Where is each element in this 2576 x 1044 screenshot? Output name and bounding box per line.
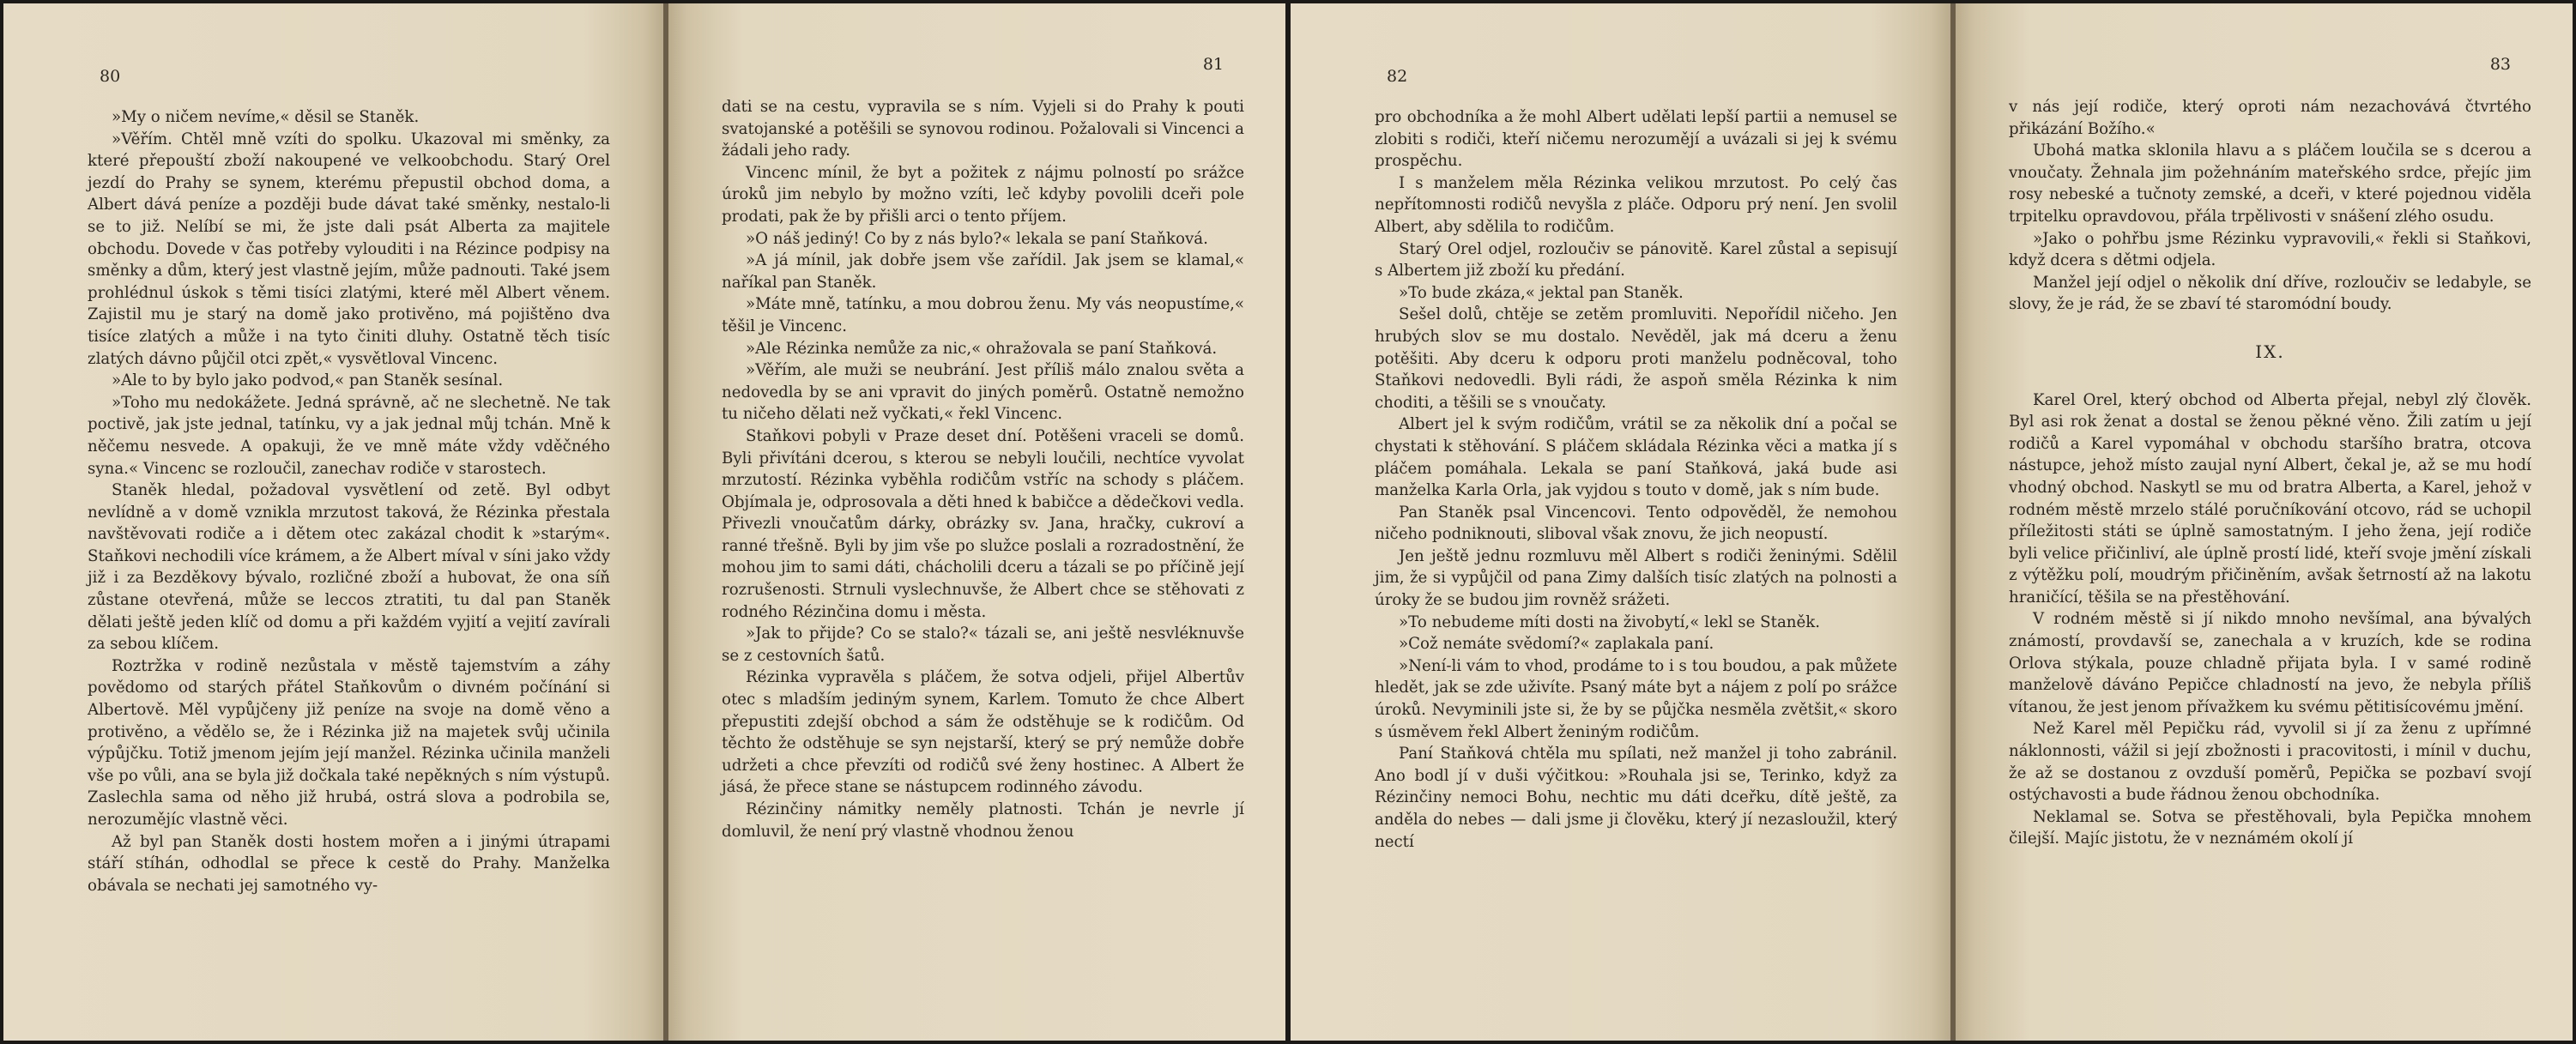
paragraph: »Ale Rézinka nemůže za nic,« ohražovala se paní Staňková.: [746, 339, 1218, 358]
paragraph: Ubohá matka sklonila hlavu a s pláčem loučila se s dcerou a vnoučaty. Žehnala jim požehnáním mateřského srdce, přejíc jim rosy nebeské a tučnoty zemské, a dceři, v které pojednou viděla trpitelku opravdovou, přála trpělivosti v snášení zlého osudu.: [2009, 142, 2531, 226]
paragraph: Než Karel měl Pepičku rád, vyvolil si jí za ženu z upřímné náklonnosti, vážil si její zbožnosti i pracovitosti, i mínil v duchu, že až se dostanou z ovzduší poměrů, Pepička se pozbaví svojí ostýchavosti a bude řádnou ženou obchodníka.: [2009, 720, 2531, 805]
paragraph: dati se na cestu, vypravila se s ním. Vyjeli si do Prahy k pouti svatojanské a potěšili se synovou rodinou. Požalovali si Vincenci a žádali jeho rady.: [722, 98, 1244, 160]
paragraph: I s manželem měla Rézinka velikou mrzutost. Po celý čas nepřítomnosti rodičů nevyšla z pláče. Odporu prý není. Jen svolil Albert, aby sdělila to rodičům.: [1375, 173, 1897, 236]
paragraph: Rézinčiny námitky neměly platnosti. Tchán je nevrle jí domluvil, že není prý vlastně vhodnou ženou: [722, 800, 1244, 841]
paragraph: »Věřím. Chtěl mně vzíti do spolku. Ukazoval mi směnky, za které přepouští zboží nakoupené ve velkoobchodu. Starý Orel jezdí do Prahy se synem, kterému přepustil obchod doma, a Albert dává peníze a později bude dávat také směnky, nestalo-li se to již. Nelíbí se mi, že jste dali psát Alberta za majitele obchodu. Dovede v čas potřeby vylouditi i na Rézince podpisy na směnky a dům, který jest vlastně jejím, může padnouti. Také jsem prohlédnul úskok s těmi tisíci zlatými, které měl Albert věnem. Zajistil mu je starý na domě jako protivěno, má pojištěno dva tisíce zlatých a může i na tyto činiti dluhy. Ostatně těch tisíc zlatých dávno půjčil otci zpět,« vysvětloval Vincenc.: [88, 130, 610, 368]
paragraph: Roztržka v rodině nezůstala v městě tajemstvím a záhy povědomo od starých přátel Staňkovům o divném počínání si Albertově. Měl vypůjčeny již peníze na svoje na domě věno a protivěno, a vědělo se, že i Rézinka již na majetek svůj učinila výpůjčku. Totiž jmenom jejím její manžel. Rézinka učinila manželi vše po vůli, ana se byla již dočkala také nepěkných s ním výstupů. Zaslechla sama od něho již hrubá, ostrá slova a podrobila se, nerozumějíc vlastně věci.: [88, 656, 610, 829]
chapter-heading: IX.: [2255, 341, 2285, 362]
paragraph: Jen ještě jednu rozmluvu měl Albert s rodiči ženinými. Sdělil jim, že si vypůjčil od pana Zimy dalších tisíc zlatých na polnosti a úroky že se budou jim rovněž srážeti.: [1375, 546, 1897, 610]
right-spread: [1291, 3, 2573, 1041]
paragraph: »Jako o pohřbu jsme Rézinku vypravovili,« řekli si Staňkovi, když dcera s dětmi odjela.: [2009, 229, 2531, 270]
paragraph: »To nebudeme míti dosti na živobytí,« lekl se Staněk.: [1399, 613, 1821, 631]
page-80-text: [88, 106, 610, 896]
paragraph: »O náš jediný! Co by z nás bylo?« lekala se paní Staňková.: [746, 229, 1208, 248]
page-83-text: [2009, 96, 2531, 850]
paragraph: »Toho mu nedokážete. Jedná správně, ač ne slechetně. Ne tak poctivě, jak jste jednal, tatínku, vy a jak jednal můj tchán. Mně k něčemu nesvede. A opakuji, že ve mně máte vždy vděčného syna.« Vincenc se rozloučil, zanechav rodiče v starostech.: [88, 393, 610, 478]
paragraph: v nás její rodiče, který oproti nám nezachovává čtvrtého přikázání Božího.«: [2009, 98, 2531, 138]
paragraph: Manžel její odjel o několik dní dříve, rozloučiv se ledabyle, se slovy, že je rád, že se zbaví té staromódní boudy.: [2009, 273, 2531, 314]
paragraph: Až byl pan Staněk dosti hostem mořen a i jinými útrapami stáří stíhán, odhodlal se přece k cestě do Prahy. Manželka obávala se nechati jej samotného vy-: [88, 832, 610, 895]
paragraph: Starý Orel odjel, rozloučiv se pánovitě. Karel zůstal a sepisují s Albertem již zboží ku předání.: [1375, 239, 1897, 281]
paragraph: »Máte mně, tatínku, a mou dobrou ženu. My vás neopustíme,« těšil je Vincenc.: [722, 295, 1244, 335]
page-number-81: 81: [1202, 55, 1224, 74]
paragraph: »My o ničem nevíme,« děsil se Staněk.: [112, 108, 420, 126]
paragraph: »Není-li vám to vhod, prodáme to i s tou boudou, a pak můžete hledět, jak se zde uživíte. Psaný máte byt a nájem z polí po srážce úroků. Nevyminili jste si, že by se půjčka nesměla zvětšit,« skoro s úsměvem řekl Albert ženiným rodičům.: [1375, 656, 1897, 741]
page-number-80: 80: [100, 67, 121, 86]
page-81-text: [722, 96, 1244, 842]
page-number-82: 82: [1387, 67, 1408, 86]
page-number-83: 83: [2489, 55, 2511, 74]
paragraph: Paní Staňková chtěla mu spílati, než manžel ji toho zabránil. Ano bodl jí v duši výčitkou: »Rouhala jsi se, Terinko, když za Rézinčiny nemoci Bohu, nechtic mu dáti dceřku, dítě ještě, za anděla do nebes — dali jsme ji člověku, který jí nezasloužil, který nectí: [1375, 745, 1897, 851]
paragraph: »Věřím, ale muži se neubrání. Jest příliš málo znalou světa a nedovedla by se ani vpravit do jiných poměrů. Ostatně nemožno tu ničeho dělati než vyčkati,« řekl Vincenc.: [722, 361, 1244, 424]
paragraph: »Ale to by bylo jako podvod,« pan Staněk sesínal.: [112, 371, 504, 390]
paragraph: Pan Staněk psal Vincencovi. Tento odpověděl, že nemohou ničeho podniknouti, sliboval však znovu, že jich neopustí.: [1375, 503, 1897, 544]
paragraph: V rodném městě si jí nikdo mnoho nevšímal, ana bývalých známostí, provdavší se, zanechala a v kruzích, kde se rodina Orlova stýkala, pouze chladně přijata byla. I v samé rodině manželově dáváno Pepičce chladností na jevo, že nebyla příliš vítanou, že jest jenom přívažkem ku svému pětitisícovému jmění.: [2009, 610, 2531, 716]
paragraph: »Jak to přijde? Co se stalo?« tázali se, ani ještě nesvléknuvše se z cestovních šatů.: [722, 625, 1244, 665]
left-spread: [3, 3, 1285, 1041]
paragraph: pro obchodníka a že mohl Albert udělati lepší partii a nemusel se zlobiti s rodiči, kteří ničemu nerozumějí a uvázali si jej k svému prospěchu.: [1375, 108, 1897, 171]
page-81: [668, 3, 1285, 1041]
paragraph: Sešel dolů, chtěje se zetěm promluviti. Nepořídil ničeho. Jen hrubých slov se mu dostalo. Nevěděl, jak má dceru a ženu potěšiti. Aby dceru k odporu proti manželu podněcoval, toho Staňkovi nedovedli. Byli rádi, že aspoň směla Rézinka k nim choditi, a těšili se s vnoučaty.: [1375, 305, 1897, 412]
paragraph: Albert jel k svým rodičům, vrátil se za několik dní a počal se chystati k stěhování. S pláčem skládala Rézinka věci a matka jí s pláčem pomáhala. Lekala se paní Staňková, jaká bude asi manželka Karla Orla, jak vyjdou s touto v domě, jak s ním bude.: [1375, 415, 1897, 500]
page-80: [3, 3, 663, 1041]
paragraph: »Což nemáte svědomí?« zaplakala paní.: [1399, 635, 1714, 654]
paragraph: »A já mínil, jak dobře jsem vše zařídil. Jak jsem se klamal,« naříkal pan Staněk.: [722, 251, 1244, 292]
paragraph: Neklamal se. Sotva se přestěhovali, byla Pepička mnohem čilejší. Majíc jistotu, že v neznámém okolí jí: [2009, 807, 2531, 848]
paragraph: Rézinka vypravěla s pláčem, že sotva odjeli, přijel Albertův otec s mladším jediným synem, Karlem. Tomuto že chce Albert přepustiti zdejší obchod a sám že odstěhuje se k rodičům. Od těchto že odstěhuje se syn nejstarší, který se prý nemůže dobře udržeti a chce převzíti od rodičů své ženy hostinec. A Albert že jásá, že přece stane se nástupcem rodinného závodu.: [722, 668, 1244, 797]
page-82: [1291, 3, 1950, 1041]
paragraph: Staňkovi pobyli v Praze deset dní. Potěšeni vraceli se domů. Byli přivítáni dcerou, s kterou se nebyli loučili, nechtíce vyvolat mrzutostí. Rézinka vyběhla rodičům vstříc na schody s pláčem. Objímala je, odprosovala a děti hned k babičce a dědečkovi vedla. Přivezli vnoučatům dárky, obrázky sv. Jana, hračky, cukroví a ranné třešně. Byli by jim vše po služce poslali a rozradostnění, že mohou jim to sami dáti, chácholili dceru a tázali se po příčině její rozrušenosti. Strnuli vyslechnuvše, že Albert chce se stěhovati z rodného Rézinčina domu i města.: [722, 426, 1244, 621]
paragraph: Karel Orel, který obchod od Alberta přejal, nebyl zlý člověk. Byl asi rok ženat a dostal se ženou pěkné věno. Žili zatím u její rodičů a Karel vypomáhal v obchodu staršího bratra, otcova nástupce, jehož místo zaujal nyní Albert, čekal je, až se mu hodí vhodný obchod. Naskytl se mu od bratra Alberta, a Karel, jehož v rodném městě mrzelo stálé poručníkování otcovo, rád se uchopil příležitosti státi se úplně samostatným. I jeho žena, její rodiče byli velice přičinliví, ale úplně prostí lidé, kteří svoje jmění získali z výtěžku polí, moudrým přičiněním, avšak šetrností až na lakotu hraničící, těšila se na přestěhování.: [2009, 390, 2531, 606]
paragraph: Vincenc mínil, že byt a požitek z nájmu polností po srážce úroků jim nebylo by možno vzíti, leč kdyby povolili dceři pole prodati, pak že by přišli arci o tento příjem.: [722, 163, 1244, 226]
page-83: [1956, 3, 2573, 1041]
paragraph: Staněk hledal, požadoval vysvětlení od zetě. Byl odbyt nevlídně a v domě vznikla mrzutost taková, že Rézinka přestala navštěvovati rodiče a i dětem otec zakázal chodit k »starým«. Staňkovi nechodili více krámem, a že Albert míval v síni jako vždy již i za Bezděkovy bývalo, rozličné zboží a hubovat, že ona síň zůstane otevřená, může se leccos ztratiti, tu dal pan Staněk dělati ještě jeden klíč od domu a při každém vyjití a vejití zavírali za sebou klíčem.: [88, 481, 610, 654]
paragraph: »To bude zkáza,« jektal pan Staněk.: [1399, 283, 1684, 302]
page-82-text: [1375, 106, 1897, 853]
